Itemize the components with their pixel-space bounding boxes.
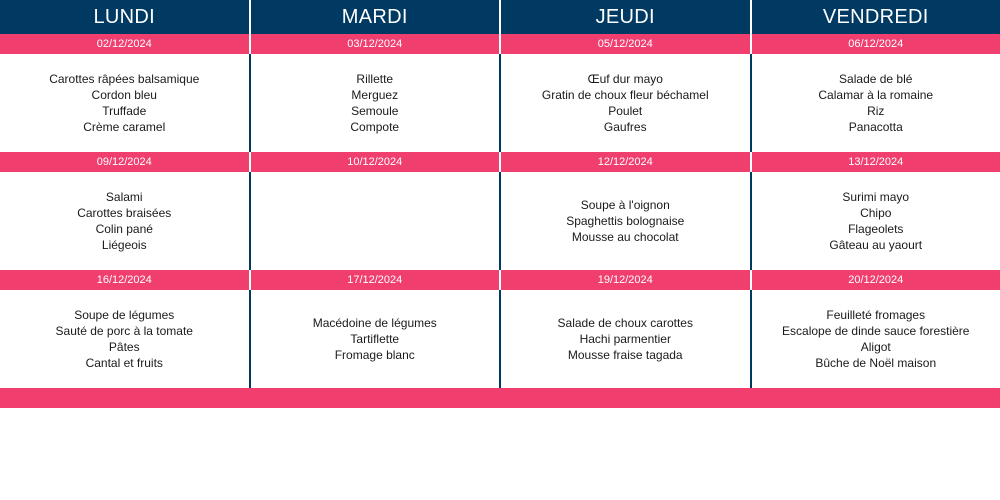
- menu-item: Rillette: [356, 72, 394, 86]
- menu-row: [0, 172, 1000, 270]
- date-tuesday: 10/12/2024: [249, 152, 500, 172]
- date-monday: 16/12/2024: [96, 274, 152, 286]
- menu-item: Poulet: [608, 104, 643, 118]
- menu-item: Gratin de choux fleur béchamel: [541, 88, 709, 102]
- date-thursday: 12/12/2024: [499, 152, 750, 172]
- menu-item: Surimi mayo: [842, 190, 910, 204]
- weeks-container: [0, 34, 1000, 388]
- date-tuesday: 17/12/2024: [249, 270, 500, 290]
- date-friday: 06/12/2024: [750, 34, 1000, 54]
- menu-item: Chipo: [860, 206, 892, 220]
- menu-cell-monday: [0, 172, 249, 270]
- menu-cell-tuesday: [249, 172, 500, 270]
- menu-item: Crème caramel: [83, 120, 166, 134]
- menu-item: Carottes braisées: [77, 206, 172, 220]
- date-thursday: 19/12/2024: [499, 270, 750, 290]
- menu-item: Cantal et fruits: [85, 356, 163, 370]
- menu-item: Cordon bleu: [91, 88, 157, 102]
- menu-item: Liégeois: [101, 238, 147, 252]
- menu-item: Macédoine de légumes: [312, 316, 437, 330]
- menu-item: Mousse au chocolat: [571, 230, 679, 244]
- day-header-friday: VENDREDI: [750, 0, 1000, 34]
- day-header-monday: LUNDI: [93, 6, 155, 28]
- menu-item: Feuilleté fromages: [826, 308, 926, 322]
- date-row: [0, 34, 1000, 54]
- menu-item: Œuf dur mayo: [587, 72, 663, 86]
- menu-item: Salade de blé: [839, 72, 913, 86]
- menu-item: Soupe à l'oignon: [580, 198, 670, 212]
- menu-item: Calamar à la romaine: [818, 88, 934, 102]
- menu-item: Mousse fraise tagada: [567, 348, 683, 362]
- menu-cell-friday: [750, 54, 1000, 152]
- day-header-row: [0, 0, 1000, 34]
- menu-item: Flageolets: [848, 222, 904, 236]
- menu-item: Sauté de porc à la tomate: [55, 324, 193, 338]
- menu-item: Spaghettis bolognaise: [566, 214, 685, 228]
- date-thursday: 05/12/2024: [499, 34, 750, 54]
- menu-item: Colin pané: [95, 222, 153, 236]
- menu-cell-monday: [0, 290, 249, 388]
- menu-item: Salami: [105, 190, 143, 204]
- menu-cell-thursday: [499, 54, 750, 152]
- menu-item: Gaufres: [603, 120, 647, 134]
- menu-cell-thursday: [499, 290, 750, 388]
- date-monday: 02/12/2024: [96, 38, 152, 50]
- menu-item: Salade de choux carottes: [557, 316, 693, 330]
- menu-item: Merguez: [351, 88, 399, 102]
- date-friday: 13/12/2024: [750, 152, 1000, 172]
- menu-item: Escalope de dinde sauce forestière: [782, 324, 970, 338]
- menu-item: Gâteau au yaourt: [829, 238, 923, 252]
- menu-cell-tuesday: [249, 290, 500, 388]
- day-header-tuesday: MARDI: [249, 0, 500, 34]
- date-tuesday: 03/12/2024: [249, 34, 500, 54]
- date-row: [0, 152, 1000, 172]
- menu-item: Truffade: [102, 104, 147, 118]
- menu-item: Carottes râpées balsamique: [49, 72, 200, 86]
- menu-item: Hachi parmentier: [579, 332, 671, 346]
- menu-item: Aligot: [860, 340, 891, 354]
- footer-bar: [0, 388, 1000, 408]
- menu-cell-thursday: [499, 172, 750, 270]
- menu-item: Pâtes: [108, 340, 140, 354]
- menu-item: Riz: [867, 104, 885, 118]
- menu-item: Semoule: [351, 104, 399, 118]
- menu-cell-friday: [750, 290, 1000, 388]
- menu-row: [0, 290, 1000, 388]
- date-friday: 20/12/2024: [750, 270, 1000, 290]
- date-row: [0, 270, 1000, 290]
- date-monday: 09/12/2024: [96, 156, 152, 168]
- menu-item: Tartiflette: [350, 332, 400, 346]
- day-header-thursday: JEUDI: [499, 0, 750, 34]
- menu-row: [0, 54, 1000, 152]
- menu-item: Fromage blanc: [334, 348, 415, 362]
- menu-item: Compote: [350, 120, 400, 134]
- menu-cell-tuesday: [249, 54, 500, 152]
- menu-cell-friday: [750, 172, 1000, 270]
- menu-cell-monday: [0, 54, 249, 152]
- menu-item: Soupe de légumes: [74, 308, 175, 322]
- menu-item: Bûche de Noël maison: [815, 356, 937, 370]
- menu-item: Panacotta: [848, 120, 903, 134]
